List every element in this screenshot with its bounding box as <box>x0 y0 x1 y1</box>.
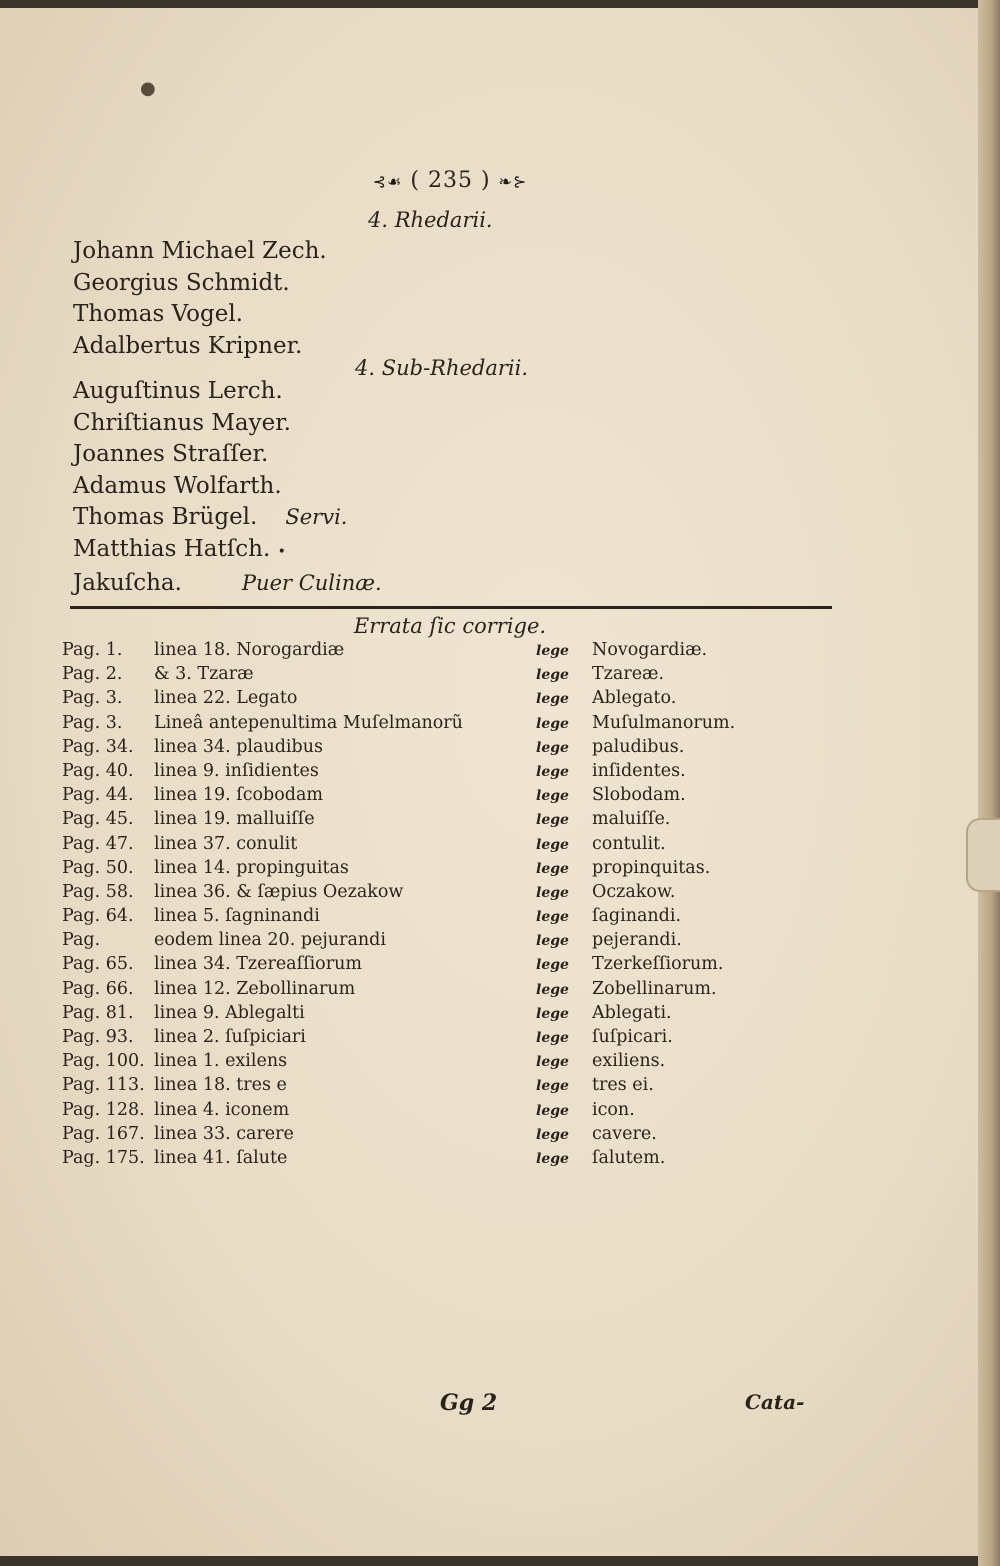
errata-location: linea 18. tres e <box>154 1075 287 1096</box>
servant-name: Matthias Hatſch. <box>73 535 271 562</box>
errata-lege: lege <box>536 1030 569 1046</box>
list-item: Auguſtinus Lerch. <box>73 378 283 404</box>
errata-ref: Pag. 47. <box>62 833 134 854</box>
errata-lege: lege <box>536 1102 569 1119</box>
errata-correction: Tzerkeſſiorum. <box>592 954 724 975</box>
errata-row <box>62 664 822 688</box>
errata-location: linea 14. propinguitas <box>154 857 349 878</box>
errata-ref: Pag. 64. <box>62 906 134 927</box>
errata-ref: Pag. 93. <box>62 1027 134 1047</box>
errata-ref: Pag. <box>62 930 101 951</box>
errata-lege: lege <box>536 957 569 974</box>
errata-row <box>62 737 822 761</box>
rhedarii-list <box>73 236 327 362</box>
errata-correction: Muſulmanorum. <box>592 712 736 733</box>
page-number-value: 235 <box>427 168 473 193</box>
errata-correction: Oczakow. <box>592 881 676 902</box>
errata-ref: Pag. 167. <box>62 1123 145 1144</box>
errata-lege: lege <box>536 1150 569 1167</box>
errata-lege: lege <box>536 909 569 926</box>
errata-correction: ſuſpicari. <box>592 1027 673 1047</box>
catchword: Cata- <box>745 1390 805 1414</box>
errata-location: linea 19. ſcobodam <box>154 785 323 806</box>
errata-correction: tres ei. <box>592 1075 654 1096</box>
errata-ref: Pag. 65. <box>62 954 134 975</box>
errata-correction: Slobodam. <box>592 785 686 806</box>
errata-correction: propinquitas. <box>592 857 711 878</box>
errata-row <box>62 1148 822 1172</box>
errata-ref: Pag. 81. <box>62 1002 134 1023</box>
errata-correction: paludibus. <box>592 736 685 757</box>
errata-lege: lege <box>536 836 569 853</box>
errata-lege: lege <box>536 812 569 829</box>
section-heading-rhedarii: 4. Rhedarii. <box>368 208 493 232</box>
errata-location: linea 4. iconem <box>154 1099 290 1120</box>
errata-ref: Pag. 2. <box>62 664 123 685</box>
errata-location: linea 33. carere <box>154 1123 294 1144</box>
errata-correction: Tzareæ. <box>592 664 665 685</box>
errata-title: Errata ſic corrige. <box>353 614 547 638</box>
errata-ref: Pag. 3. <box>62 688 123 709</box>
errata-location: linea 18. Norogardiæ <box>154 640 345 660</box>
errata-lege: lege <box>536 981 569 998</box>
errata-location: linea 22. Legato <box>154 688 298 709</box>
errata-location: eodem linea 20. pejurandi <box>154 930 386 951</box>
errata-row <box>62 834 822 858</box>
errata-location: linea 36. & ſæpius Oezakow <box>154 881 404 902</box>
errata-ref: Pag. 40. <box>62 760 134 781</box>
errata-row <box>62 1051 822 1075</box>
servant-name: Thomas Brügel. <box>73 504 258 530</box>
errata-row <box>62 858 822 882</box>
errata-correction: ſaginandi. <box>592 906 682 927</box>
list-item: Chriſtianus Mayer. <box>73 409 291 436</box>
errata-lege: lege <box>536 715 569 732</box>
page-header <box>0 168 900 193</box>
errata-lege: lege <box>536 788 569 805</box>
errata-location: linea 34. Tzereaſſiorum <box>154 954 362 975</box>
errata-row <box>62 713 822 737</box>
list-item <box>73 534 382 569</box>
signature-mark: Gg 2 <box>440 1390 498 1416</box>
errata-location: linea 1. exilens <box>154 1051 288 1072</box>
errata-location: linea 12. Zebollinarum <box>154 978 356 999</box>
page-tab <box>966 818 1000 892</box>
errata-ref: Pag. 50. <box>62 857 134 878</box>
errata-correction: contulit. <box>592 833 666 854</box>
book-page <box>0 8 981 1556</box>
errata-correction: Ablegati. <box>592 1002 672 1023</box>
errata-location: Lineâ antepenultima Muſelmanorũ <box>154 712 463 733</box>
errata-lege: lege <box>536 860 569 877</box>
errata-lege: lege <box>536 643 569 659</box>
ink-speck: ● <box>140 78 156 99</box>
errata-ref: Pag. 58. <box>62 881 134 902</box>
errata-ref: Pag. 100. <box>62 1051 145 1072</box>
bullet-mark: • <box>277 543 286 560</box>
page-edge <box>978 0 1000 1566</box>
list-item: Georgius Schmidt. <box>73 269 290 296</box>
errata-row <box>62 906 822 930</box>
errata-ref: Pag. 66. <box>62 978 134 999</box>
errata-table <box>62 640 822 1172</box>
errata-lege: lege <box>536 1078 569 1095</box>
errata-row <box>62 640 822 664</box>
errata-location: & 3. Tzaræ <box>154 664 254 685</box>
header-ornament-right: ❧⊱ <box>498 172 528 191</box>
errata-lege: lege <box>536 1126 569 1143</box>
errata-ref: Pag. 1. <box>62 640 123 660</box>
section-divider <box>70 606 832 609</box>
role-label-servi: Servi. <box>285 505 348 529</box>
errata-correction: icon. <box>592 1099 635 1120</box>
errata-correction: Novogardiæ. <box>592 640 708 660</box>
errata-correction: ſalutem. <box>592 1147 666 1168</box>
section-heading-sub-rhedarii: 4. Sub-Rhedarii. <box>355 356 529 380</box>
list-item: Adamus Wolfarth. <box>73 472 282 499</box>
errata-lege: lege <box>536 763 569 780</box>
list-item: Thomas Vogel. <box>73 301 243 327</box>
errata-location: linea 37. conulit <box>154 833 298 854</box>
list-item <box>73 568 382 600</box>
errata-correction: inſidentes. <box>592 760 686 781</box>
errata-correction: Zobellinarum. <box>592 978 717 999</box>
errata-lege: lege <box>536 667 569 684</box>
errata-location: linea 2. ſuſpiciari <box>154 1027 306 1047</box>
role-label-cook: Puer Culinæ. <box>241 571 382 595</box>
errata-lege: lege <box>536 739 569 756</box>
errata-location: linea 19. malluiſſe <box>154 809 315 830</box>
errata-row <box>62 954 822 978</box>
errata-correction: cavere. <box>592 1123 657 1144</box>
errata-correction: pejerandi. <box>592 930 682 951</box>
errata-correction: maluiſſe. <box>592 809 671 830</box>
errata-location: linea 41. ſalute <box>154 1147 288 1168</box>
errata-lege: lege <box>536 1054 569 1071</box>
errata-row <box>62 1003 822 1027</box>
errata-lege: lege <box>536 1005 569 1022</box>
errata-row <box>62 761 822 785</box>
errata-location: linea 5. ſagninandi <box>154 906 320 927</box>
errata-row <box>62 1100 822 1124</box>
errata-ref: Pag. 128. <box>62 1099 145 1120</box>
errata-lege: lege <box>536 933 569 950</box>
errata-row <box>62 1027 822 1051</box>
errata-ref: Pag. 34. <box>62 736 134 757</box>
errata-row <box>62 809 822 833</box>
errata-location: linea 34. plaudibus <box>154 736 323 757</box>
errata-row <box>62 688 822 712</box>
errata-ref: Pag. 44. <box>62 785 134 806</box>
errata-row <box>62 1075 822 1099</box>
errata-lege: lege <box>536 884 569 901</box>
header-ornament-left: ⊰☙ <box>372 172 403 191</box>
list-item <box>73 502 382 534</box>
errata-row <box>62 930 822 954</box>
errata-row <box>62 1124 822 1148</box>
errata-ref: Pag. 175. <box>62 1147 145 1168</box>
errata-lege: lege <box>536 691 569 708</box>
page-number: ( 235 ) <box>410 168 491 193</box>
errata-location: linea 9. Ablegalti <box>154 1002 305 1023</box>
list-item: Johann Michael Zech. <box>73 238 327 264</box>
errata-ref: Pag. 113. <box>62 1075 145 1096</box>
cook-name: Jakuſcha. <box>73 570 182 596</box>
errata-row <box>62 979 822 1003</box>
list-item: Joannes Straſſer. <box>73 441 269 467</box>
errata-correction: Ablegato. <box>592 688 677 709</box>
sub-rhedarii-list <box>73 376 382 600</box>
list-item: Adalbertus Kripner. <box>73 332 303 359</box>
errata-correction: exiliens. <box>592 1051 666 1072</box>
errata-ref: Pag. 45. <box>62 809 134 830</box>
errata-row <box>62 882 822 906</box>
errata-ref: Pag. 3. <box>62 712 123 733</box>
errata-location: linea 9. inſidientes <box>154 760 319 781</box>
errata-row <box>62 785 822 809</box>
